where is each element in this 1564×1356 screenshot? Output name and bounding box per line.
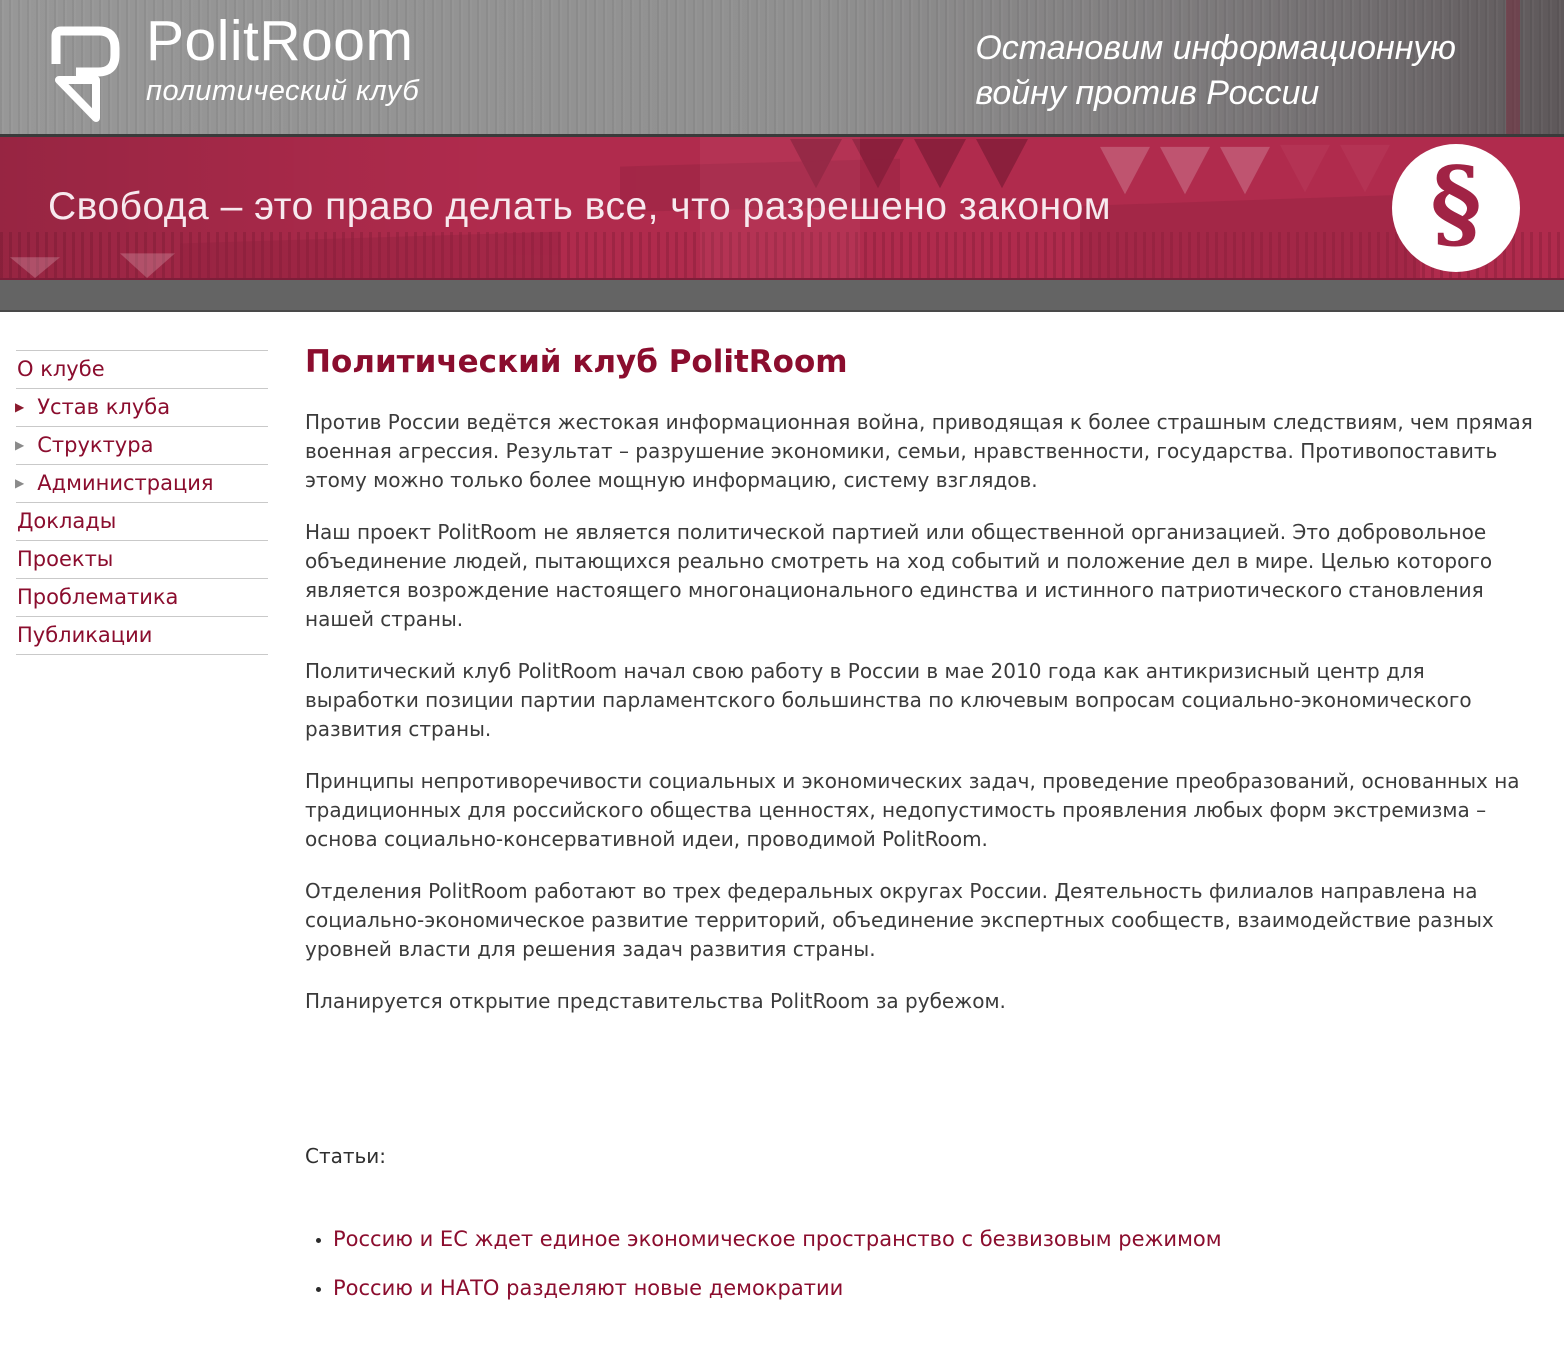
sidebar-item-label: Администрация [37, 471, 214, 496]
article-paragraph: Против России ведётся жестокая информационная война, приводящая к более страшным следствиям, чем прямая военная агрессия. Результат – разрушение экономики, семьи, нравственности, государства. Противопоставить этому можно только более мощную информацию, систему взглядов. [305, 410, 1533, 492]
sidebar-item-administratsiya[interactable] [16, 465, 268, 503]
sidebar-item-label: Доклады [17, 509, 117, 534]
articles-list [305, 1224, 1540, 1303]
main-article [305, 344, 1540, 1322]
sidebar-item-label: Публикации [17, 623, 153, 648]
sidebar-item-proekty[interactable] [16, 541, 268, 579]
politroom-logo-icon [46, 20, 126, 132]
site-logo[interactable] [46, 9, 420, 132]
articles-label: Статьи: [305, 1144, 387, 1168]
article-paragraph: Политический клуб PolitRoom начал свою работу в России в мае 2010 года как антикризисный центр для выработки позиции партии парламентского большинства по ключевым вопросам социально-экономического развития страны. [305, 659, 1472, 741]
sidebar-item-doklady[interactable] [16, 503, 268, 541]
article-paragraph: Планируется открытие представительства PolitRoom за рубежом. [305, 989, 1006, 1013]
article-paragraph: Наш проект PolitRoom не является политической партией или общественной организацией. Это добровольное объединение людей, пытающихся реально смотреть на ход событий и положение дел в мире. Целью которого является возрождение настоящего многонационального единства и истинного патриотического становления нашей страны. [305, 520, 1493, 631]
sidebar-item-label: О клубе [17, 357, 105, 381]
header-slogan [975, 26, 1456, 116]
article-list-item[interactable] [333, 1224, 1540, 1254]
sidebar-nav [16, 350, 268, 655]
sidebar-item-o-klube[interactable] [16, 351, 268, 389]
logo-subtitle: политический клуб [146, 74, 420, 107]
section-sign-icon: § [1430, 145, 1482, 261]
gray-divider-strip [0, 280, 1564, 312]
sidebar-item-label: Проблематика [17, 585, 179, 610]
sidebar-link-proekty[interactable] [17, 548, 267, 570]
page-content [0, 312, 1564, 1322]
sidebar-menu [16, 350, 268, 655]
sidebar-link-problematika[interactable] [17, 586, 267, 608]
article-paragraph: Отделения PolitRoom работают во трех федеральных округах России. Деятельность филиалов направлена на социально-экономическое развитие территорий, объединение экспертных сообществ, взаимодействие разных уровней власти для решения задач развития страны. [305, 879, 1494, 961]
sidebar-item-label: Структура [37, 433, 154, 458]
sidebar-link-doklady[interactable] [17, 510, 267, 532]
sidebar-item-problematika[interactable] [16, 579, 268, 617]
header-slogan-line1: Остановим информационную [975, 29, 1456, 67]
sidebar-link-struktura[interactable] [17, 434, 267, 456]
sidebar-item-struktura[interactable] [16, 427, 268, 465]
article-list-item[interactable] [333, 1273, 1540, 1303]
quote-banner [0, 137, 1564, 280]
chevron-right-icon: ▶ [15, 438, 25, 453]
article-link-russia-nato[interactable]: Россию и НАТО разделяют новые демократии [333, 1276, 844, 1300]
page-title: Политический клуб PolitRoom [305, 344, 848, 380]
sidebar-link-ustav-kluba[interactable] [17, 396, 267, 418]
article-link-russia-eu[interactable]: Россию и ЕС ждет единое экономическое пространство с безвизовым режимом [333, 1227, 1222, 1251]
header-slogan-line2: войну против России [975, 73, 1320, 112]
logo-title: PolitRoom [146, 9, 414, 73]
sidebar-item-publikatsii[interactable] [16, 617, 268, 655]
chevron-right-icon: ▶ [15, 400, 25, 415]
sidebar-link-publikatsii[interactable] [17, 624, 267, 646]
section-sign-badge [1392, 144, 1520, 272]
sidebar-item-ustav-kluba[interactable] [16, 389, 268, 427]
banner-slogan: Свобода – это право делать все, что разрешено законом [48, 184, 1112, 228]
chevron-right-icon: ▶ [15, 476, 25, 491]
logo-text [146, 9, 420, 108]
sidebar-item-label: Устав клуба [37, 395, 171, 420]
site-header [0, 0, 1564, 137]
sidebar-link-administratsiya[interactable] [17, 472, 267, 494]
article-paragraph: Принципы непротиворечивости социальных и экономических задач, проведение преобразований, основанных на традиционных для российского общества ценностях, недопустимость проявления любых форм экстремизма – основа социально-консервативной идеи, проводимой PolitRoom. [305, 769, 1520, 851]
sidebar-link-o-klube[interactable] [17, 358, 267, 380]
sidebar-item-label: Проекты [17, 547, 114, 572]
